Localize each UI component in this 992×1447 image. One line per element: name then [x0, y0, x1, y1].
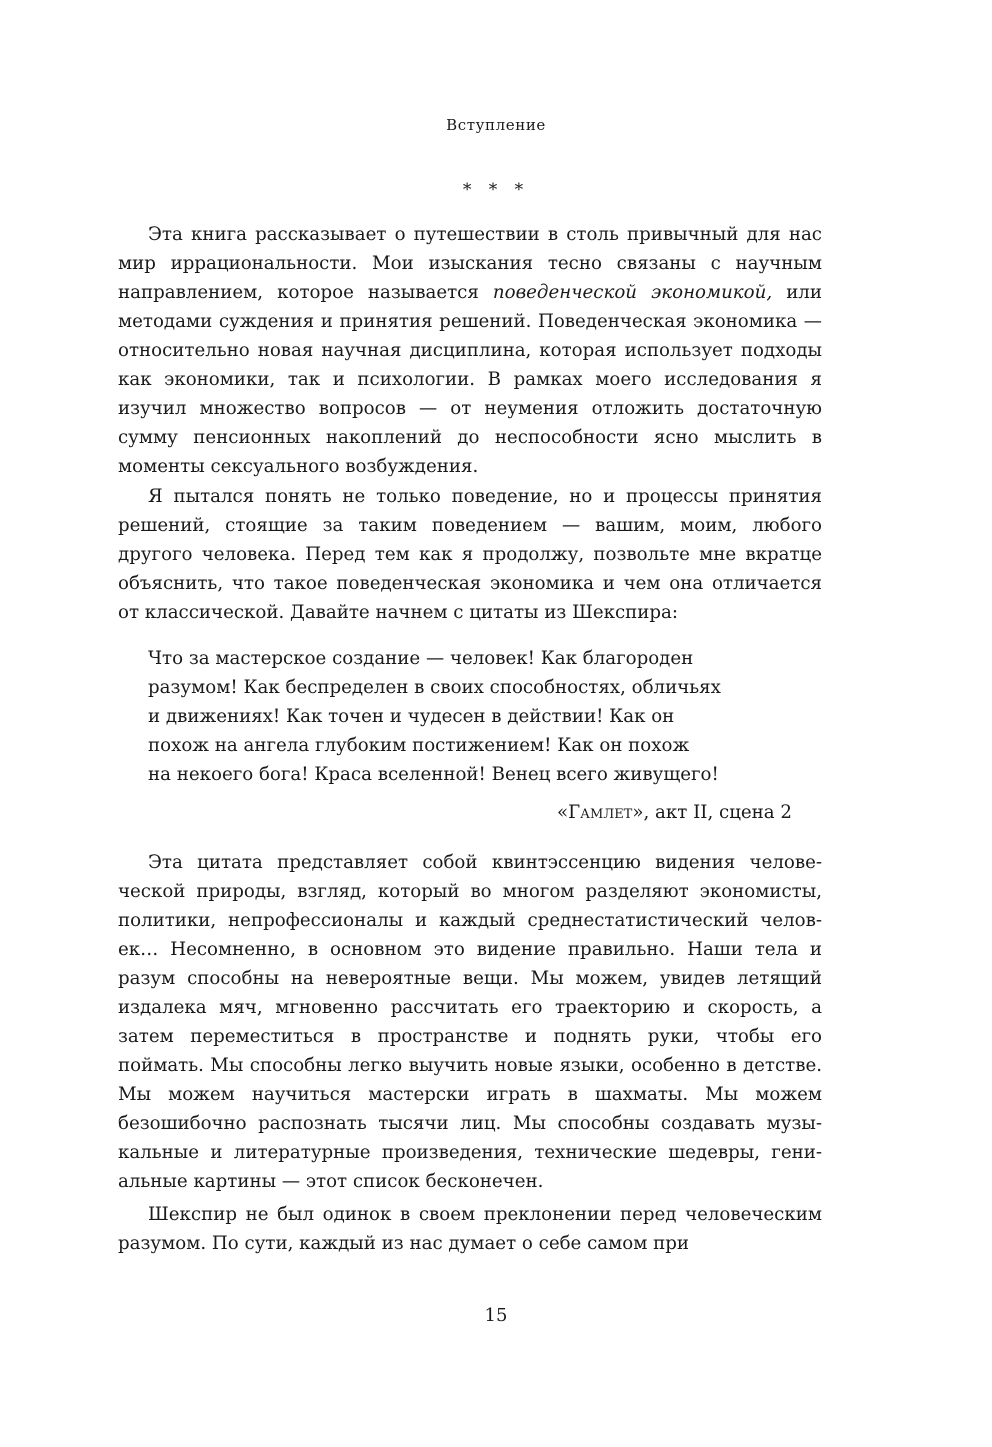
- shakespeare-quote: [148, 644, 788, 789]
- paragraph-3-text: Эта цитата представляет собой квинтэссенцию видения человеческой природы, взгляд, который во многом разделяют экономисты, политики, непрофессионалы и каждый среднестатистический человек… Несомненно, в основном это видение правильно. Наши тела и разум способны на невероятные вещи. Мы можем, увидев летящий издалека мяч, мгновенно рассчитать его траекторию и скорость, а затем переместиться в пространстве и поднять руки, чтобы его поймать. Мы способны легко выучить новые языки, особенно в детстве. Мы можем научиться мастерски играть в шахматы. Мы можем безошибочно распознать тысячи лиц. Мы способны создавать музыкальные и литературные произведения, технические шедевры, гениальные картины — этот список бесконечен.: [118, 852, 822, 1192]
- running-head: Вступление: [446, 116, 546, 134]
- quote-line-4: похож на ангела глубоким постижением! Как он похож: [148, 735, 690, 756]
- paragraph-2-text: Я пытался понять не только поведение, но и процессы принятия решений, стоящие за таким поведением — вашим, моим, любого другого человека. Перед тем как я продолжу, позвольте мне вкратце объяснить, что такое поведенческая экономика и чем она отличается от классической. Давайте начнем с цитаты из Шекспира:: [118, 486, 822, 623]
- quote-line-3: и движениях! Как точен и чудесен в действии! Как он: [148, 706, 675, 727]
- paragraph-3: [118, 848, 822, 1196]
- paragraph-4-text: Шекспир не был одинок в своем преклонении перед человеческим разумом. По сути, каждый из нас думает о себе самом при: [118, 1204, 822, 1254]
- quote-line-1: Что за мастерское создание — человек! Как благороден: [148, 648, 694, 669]
- paragraph-1-text-end: или методами суждения и принятия решений. Поведенческая экономика — относительно новая научная дисциплина, которая использует подходы как экономики, так и психологии. В рамках моего исследования я изучил множество вопросов — от неумения отложить достаточную сумму пенсионных накоплений до неспособности ясно мыслить в моменты сексуального возбуждения.: [118, 282, 822, 477]
- page-number: 15: [484, 1305, 508, 1326]
- attribution-title: «Гамлет»: [557, 802, 644, 823]
- attribution-location: , акт II, сцена 2: [643, 802, 792, 823]
- paragraph-1: [118, 220, 822, 481]
- paragraph-2: [118, 482, 822, 627]
- paragraph-4: [118, 1200, 822, 1258]
- quote-line-2: разумом! Как беспределен в своих способностях, обличьях: [148, 677, 721, 698]
- section-separator: * * *: [462, 180, 530, 200]
- quote-line-5: на некоего бога! Краса вселенной! Венец всего живущего!: [148, 764, 719, 785]
- paragraph-1-text-start: Эта книга рассказывает о путешествии в столь привычный для нас мир иррациональности. Мои изыскания тесно связаны с научным направлением, которое называется: [118, 224, 822, 303]
- quote-attribution: [557, 802, 792, 823]
- paragraph-1-emphasis: поведенческой экономикой,: [492, 282, 773, 303]
